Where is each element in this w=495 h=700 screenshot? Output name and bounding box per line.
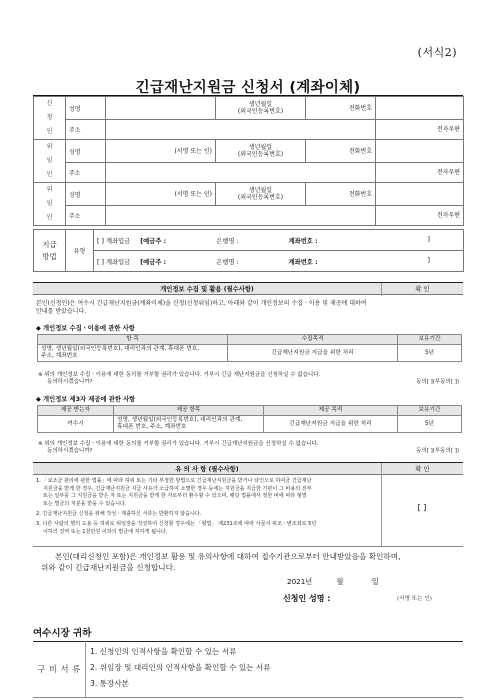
collect-consent-checkbox[interactable]: 동의[ ](부동의[ ]) xyxy=(416,379,459,385)
delegate1-address-label: 주소 xyxy=(66,163,106,183)
recipient: 여수시장 귀하 xyxy=(33,628,92,639)
delegate1-name-label: 성명 xyxy=(66,140,106,163)
delegate2-email-label: 전자우편 xyxy=(376,206,464,226)
delegate1-sign-label: (서명 또는 인) xyxy=(174,147,212,155)
delegate2-role-label: 위 임 인 xyxy=(34,183,66,226)
collect-section-title: ◆ 개인정보 수집ㆍ이용에 관한 사항 xyxy=(36,325,135,332)
form-title: 긴급재난지원금 신청서 (계좌이체) xyxy=(135,80,361,96)
applicant-phone-field[interactable] xyxy=(376,97,464,120)
docs-divider xyxy=(85,641,86,697)
provide-section-title: ◆ 개인정보 제3자 제공에 관한 사항 xyxy=(36,396,136,403)
date-line: 2021년 월 일 xyxy=(287,577,379,586)
provide-items: 성명, 생년월일(외국인등록번호), 대리인과의 관계, 휴대폰 번호, 주소, 계좌번호 xyxy=(114,416,264,433)
applicant-birth-label: 생년월일 (외국인등록번호) xyxy=(216,97,306,120)
payment-method-table xyxy=(33,229,464,272)
delegate2-name-label: 성명 xyxy=(66,183,106,206)
application-form xyxy=(33,0,463,700)
docs-list xyxy=(90,644,271,692)
notice-section-header: 유 의 사 항 (필수사항) 확 인 xyxy=(33,462,463,475)
docs-item: 2. 위임장 및 대리인의 인적사항을 확인할 수 있는 서류 xyxy=(90,663,271,672)
applicant-email-label: 전자우편 xyxy=(376,120,464,140)
privacy-intro: 본인(신청인)은 여수시 긴급재난지원금(계좌이체)을 신청(신청위임)하고, 아래와 같이 개인정보의 수집ㆍ이용 및 제공에 대하여 안내를 받았습니다. xyxy=(36,300,367,315)
provide-table: 제공 받는자 제공 항목 제공 목적 보유기간 여수시 성명, 생년월일(외국인등록번호), 대리인과의 관계, 휴대폰 번호, 주소, 계좌번호 긴급재난지원금 지급을 위한 처리 5년 xyxy=(37,405,462,433)
delegate2-address-label: 주소 xyxy=(66,206,106,226)
delegate1-address-field[interactable] xyxy=(106,163,376,183)
applicant-name-label: 성명 xyxy=(66,97,106,120)
payment-row-1: [ ] 계좌입금 [예금주 : 은행명 : 계좌번호 : ] xyxy=(94,230,464,251)
delegate1-phone-label: 전화번호 xyxy=(306,140,376,163)
delegate2-address-field[interactable] xyxy=(106,206,376,226)
form-number: (서식2) xyxy=(417,46,457,59)
personal-info-table xyxy=(33,96,464,226)
applicant-phone-label: 전화번호 xyxy=(306,97,376,120)
delegate2-birth-label: 생년월일 (외국인등록번호) xyxy=(216,183,306,206)
signer-label: 신청인 성명 : xyxy=(283,594,331,603)
delegate1-role-label: 위 임 인 xyxy=(34,140,66,183)
delegate2-name-field[interactable] xyxy=(106,183,216,206)
payment-method-label: 지급 방법 xyxy=(34,230,66,272)
applicant-role-label: 신 청 인 xyxy=(34,97,66,140)
docs-bottom-rule xyxy=(33,697,463,698)
notice-confirm-checkbox[interactable]: [ ] xyxy=(417,503,427,512)
provide-purpose: 긴급재난지원금 지급을 위한 처리 xyxy=(264,416,398,433)
delegate2-phone-field[interactable] xyxy=(376,183,464,206)
applicant-name-field[interactable] xyxy=(106,97,216,120)
notice-items: 1. 「보조금 관리에 관한 법률」에 따라 허위 또는 기타 부정한 방법으로 긴급재난지원금을 받거나 타인으로 하여금 긴급재난 지원금을 받게 한 경우, 긴급재난지원금 지급 사유가 소급하여 소멸한 경우 등에는 지원금을 지급한 기관이 그 비용의 전부 또는 일부를 그 지원금을 받은 자 또는 지원금을 받게 한 자로부터 환수할 수 있으며, 해당 법률에서 정한 바에 따라 형벌 또는 벌금의 처분을 받을 수 있습니다. 2. 긴급재난지원금 신청을 위해 작성ㆍ제출하신 서류는 반환하지 않습니다. 3. 다른 사람의 명의 도용 등 허위로 위임장을 작성하여 신청할 경우에는 「형법」 제231조에 따라 사문서 위조ㆍ변조죄로 5년 이하의 징역 또는 1천만원 이하의 벌금에 처하게 됩니다. xyxy=(36,478,317,535)
collect-items: 성명, 생년월일(외국인등록번호), 대리인과의 관계, 휴대폰 번호, 주소, 계좌번호 xyxy=(38,345,228,362)
docs-item: 3. 통장사본 xyxy=(90,679,130,688)
collect-purpose: 긴급재난지원금 지급을 위한 처리 xyxy=(228,345,398,362)
delegate1-phone-field[interactable] xyxy=(376,140,464,163)
collect-table: 항 목 수집목적 보유기간 성명, 생년월일(외국인등록번호), 대리인과의 관계, 휴대폰 번호, 주소, 계좌번호 긴급재난지원금 지급을 위한 처리 5년 xyxy=(37,334,462,362)
payment-checkbox-1[interactable]: [ ] xyxy=(97,237,104,245)
pledge-text: 본인(대리신청인 포함)은 개인정보 활용 및 유의사항에 대하여 접수기관으로부터 안내받았음을 확인하며, 위와 같이 긴급재난지원금을 신청합니다. xyxy=(41,552,401,572)
collect-period: 5년 xyxy=(398,345,462,362)
delegate1-email-label: 전자우편 xyxy=(376,163,464,183)
docs-top-rule xyxy=(33,641,463,642)
collect-notice: ※ 위의 개인정보 수집ㆍ이용에 대한 동의를 거부할 권리가 있습니다. 거부시 긴급 재난지원금을 신청하실 수 없습니다. 동의하시겠습니까? xyxy=(38,372,321,385)
payment-type-label: 유형 xyxy=(66,230,94,272)
delegate1-birth-label: 생년월일 (외국인등록번호) xyxy=(216,140,306,163)
privacy-section-header: 개인정보 수집 및 활용 (필수사항) 확 인 xyxy=(33,282,463,295)
provide-notice: ※ 위의 개인정보 수집ㆍ이용에 대한 동의를 거부할 권리가 있습니다. 거부시 긴급재난지원금을 신청하실 수 없습니다. 동의하시겠습니까? xyxy=(38,441,319,454)
applicant-address-field[interactable] xyxy=(106,120,376,140)
payment-row-2: [ ] 계좌입금 [예금주 : 은행명 : 계좌번호 : ] xyxy=(94,251,464,272)
payment-checkbox-2[interactable]: [ ] xyxy=(97,258,104,266)
delegate1-name-field[interactable] xyxy=(106,140,216,163)
docs-item: 1. 신청인의 인적사항을 확인할 수 있는 서류 xyxy=(90,647,237,656)
signer-sign[interactable]: (서명 또는 인) xyxy=(397,596,432,602)
delegate2-phone-label: 전화번호 xyxy=(306,183,376,206)
provide-period: 5년 xyxy=(398,416,462,433)
provide-recipient: 여수시 xyxy=(38,416,114,433)
docs-label: 구 비 서 류 xyxy=(37,664,81,674)
delegate2-sign-label: (서명 또는 인) xyxy=(174,190,212,198)
applicant-address-label: 주소 xyxy=(66,120,106,140)
provide-consent-checkbox[interactable]: 동의[ ](부동의[ ]) xyxy=(416,448,459,454)
notice-bottom-rule xyxy=(33,546,463,547)
